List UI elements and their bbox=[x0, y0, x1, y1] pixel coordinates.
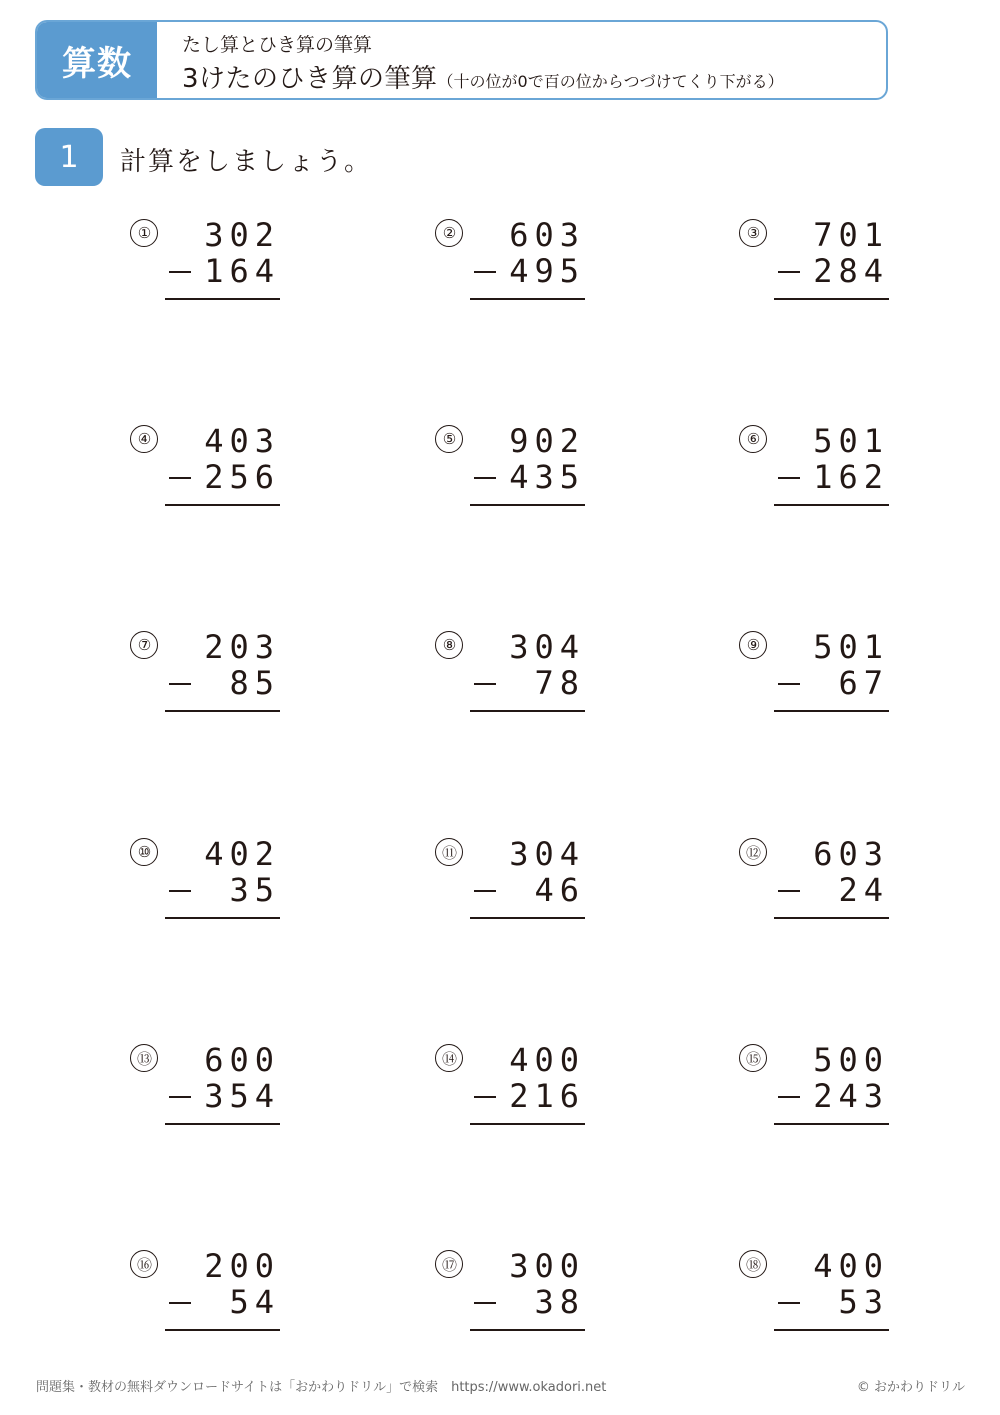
title-main: 3けたのひき算の筆算 bbox=[182, 64, 438, 94]
answer-line bbox=[165, 917, 280, 919]
title-subtitle: （十の位が0で百の位からつづけてくり下がる） bbox=[437, 72, 784, 91]
subtraction-problem bbox=[435, 628, 585, 718]
subtrahend: 85 bbox=[229, 664, 280, 702]
minus-sign bbox=[470, 1283, 502, 1321]
worksheet-title bbox=[182, 58, 784, 95]
subtrahend: 78 bbox=[534, 664, 585, 702]
minus-sign bbox=[774, 458, 806, 496]
minuend: 603 bbox=[509, 216, 585, 254]
subtrahend: 54 bbox=[229, 1283, 280, 1321]
answer-line bbox=[774, 917, 889, 919]
subtrahend: 435 bbox=[509, 458, 585, 496]
subtrahend: 164 bbox=[204, 252, 280, 290]
subtrahend: 53 bbox=[838, 1283, 889, 1321]
minus-sign bbox=[165, 1283, 197, 1321]
answer-line bbox=[774, 298, 889, 300]
minuend: 304 bbox=[509, 835, 585, 873]
subtraction-problem bbox=[739, 422, 889, 512]
subtraction-problem bbox=[130, 1041, 280, 1131]
problem-number: ⑧ bbox=[435, 631, 463, 659]
series-title: たし算とひき算の筆算 bbox=[182, 34, 373, 56]
minuend: 402 bbox=[204, 835, 280, 873]
minuend: 902 bbox=[509, 422, 585, 460]
section-number-badge: 1 bbox=[35, 128, 103, 186]
problem-number: ⑫ bbox=[739, 838, 767, 866]
minus-sign bbox=[165, 1077, 197, 1115]
footer-copyright: © おかわりドリル bbox=[856, 1380, 965, 1395]
subtraction-problem bbox=[130, 1247, 280, 1337]
minus-sign bbox=[470, 252, 502, 290]
footer-site-note: 問題集・教材の無料ダウンロードサイトは「おかわりドリル」で検索 https://www.okadori.net bbox=[36, 1380, 607, 1395]
minus-sign bbox=[470, 458, 502, 496]
subtrahend: 354 bbox=[204, 1077, 280, 1115]
minuend: 501 bbox=[813, 422, 889, 460]
answer-line bbox=[165, 298, 280, 300]
subtraction-problem bbox=[435, 1247, 585, 1337]
minuend: 400 bbox=[509, 1041, 585, 1079]
minus-sign bbox=[774, 1283, 806, 1321]
minus-sign bbox=[774, 252, 806, 290]
minus-sign bbox=[470, 664, 502, 702]
minus-sign bbox=[470, 1077, 502, 1115]
minuend: 300 bbox=[509, 1247, 585, 1285]
subtrahend: 216 bbox=[509, 1077, 585, 1115]
subtraction-problem bbox=[739, 835, 889, 925]
minuend: 701 bbox=[813, 216, 889, 254]
problem-number: ⑮ bbox=[739, 1044, 767, 1072]
answer-line bbox=[774, 710, 889, 712]
subtraction-problem bbox=[130, 628, 280, 718]
answer-line bbox=[774, 1123, 889, 1125]
subtraction-problem bbox=[739, 628, 889, 718]
problem-number: ⑥ bbox=[739, 425, 767, 453]
subject-label: 算数 bbox=[37, 22, 157, 98]
minus-sign bbox=[470, 871, 502, 909]
subtrahend: 162 bbox=[813, 458, 889, 496]
answer-line bbox=[774, 1329, 889, 1331]
answer-line bbox=[165, 710, 280, 712]
subtraction-problem bbox=[739, 1247, 889, 1337]
answer-line bbox=[165, 1123, 280, 1125]
subtrahend: 495 bbox=[509, 252, 585, 290]
subtraction-problem bbox=[739, 1041, 889, 1131]
problem-number: ⑯ bbox=[130, 1250, 158, 1278]
subtrahend: 35 bbox=[229, 871, 280, 909]
subtraction-problem bbox=[435, 422, 585, 512]
answer-line bbox=[470, 298, 585, 300]
answer-line bbox=[165, 1329, 280, 1331]
subtraction-problem bbox=[739, 216, 889, 306]
worksheet-header bbox=[35, 20, 888, 100]
minus-sign bbox=[774, 1077, 806, 1115]
subtrahend: 284 bbox=[813, 252, 889, 290]
instruction-text: 計算をしましょう。 bbox=[120, 147, 373, 177]
subtrahend: 243 bbox=[813, 1077, 889, 1115]
minuend: 600 bbox=[204, 1041, 280, 1079]
problem-number: ② bbox=[435, 219, 463, 247]
problem-number: ⑤ bbox=[435, 425, 463, 453]
subtraction-problem bbox=[130, 216, 280, 306]
subtraction-problem bbox=[435, 1041, 585, 1131]
answer-line bbox=[470, 504, 585, 506]
problem-number: ⑩ bbox=[130, 838, 158, 866]
subtrahend: 67 bbox=[838, 664, 889, 702]
subtraction-problem bbox=[130, 422, 280, 512]
problem-number: ⑦ bbox=[130, 631, 158, 659]
problem-number: ④ bbox=[130, 425, 158, 453]
problem-number: ⑨ bbox=[739, 631, 767, 659]
answer-line bbox=[470, 1123, 585, 1125]
minus-sign bbox=[165, 458, 197, 496]
minuend: 403 bbox=[204, 422, 280, 460]
answer-line bbox=[470, 1329, 585, 1331]
minuend: 501 bbox=[813, 628, 889, 666]
minus-sign bbox=[774, 871, 806, 909]
subtrahend: 46 bbox=[534, 871, 585, 909]
minuend: 500 bbox=[813, 1041, 889, 1079]
minuend: 200 bbox=[204, 1247, 280, 1285]
problem-number: ⑪ bbox=[435, 838, 463, 866]
subtrahend: 256 bbox=[204, 458, 280, 496]
subtraction-problem bbox=[130, 835, 280, 925]
answer-line bbox=[470, 917, 585, 919]
minus-sign bbox=[774, 664, 806, 702]
subtrahend: 24 bbox=[838, 871, 889, 909]
subtrahend: 38 bbox=[534, 1283, 585, 1321]
subtraction-problem bbox=[435, 216, 585, 306]
problem-number: ⑱ bbox=[739, 1250, 767, 1278]
problem-number: ① bbox=[130, 219, 158, 247]
problem-number: ⑬ bbox=[130, 1044, 158, 1072]
minus-sign bbox=[165, 252, 197, 290]
minuend: 302 bbox=[204, 216, 280, 254]
problem-number: ⑭ bbox=[435, 1044, 463, 1072]
minuend: 603 bbox=[813, 835, 889, 873]
minus-sign bbox=[165, 871, 197, 909]
answer-line bbox=[165, 504, 280, 506]
minuend: 400 bbox=[813, 1247, 889, 1285]
answer-line bbox=[470, 710, 585, 712]
minuend: 304 bbox=[509, 628, 585, 666]
minuend: 203 bbox=[204, 628, 280, 666]
minus-sign bbox=[165, 664, 197, 702]
answer-line bbox=[774, 504, 889, 506]
subtraction-problem bbox=[435, 835, 585, 925]
problem-number: ③ bbox=[739, 219, 767, 247]
problem-number: ⑰ bbox=[435, 1250, 463, 1278]
